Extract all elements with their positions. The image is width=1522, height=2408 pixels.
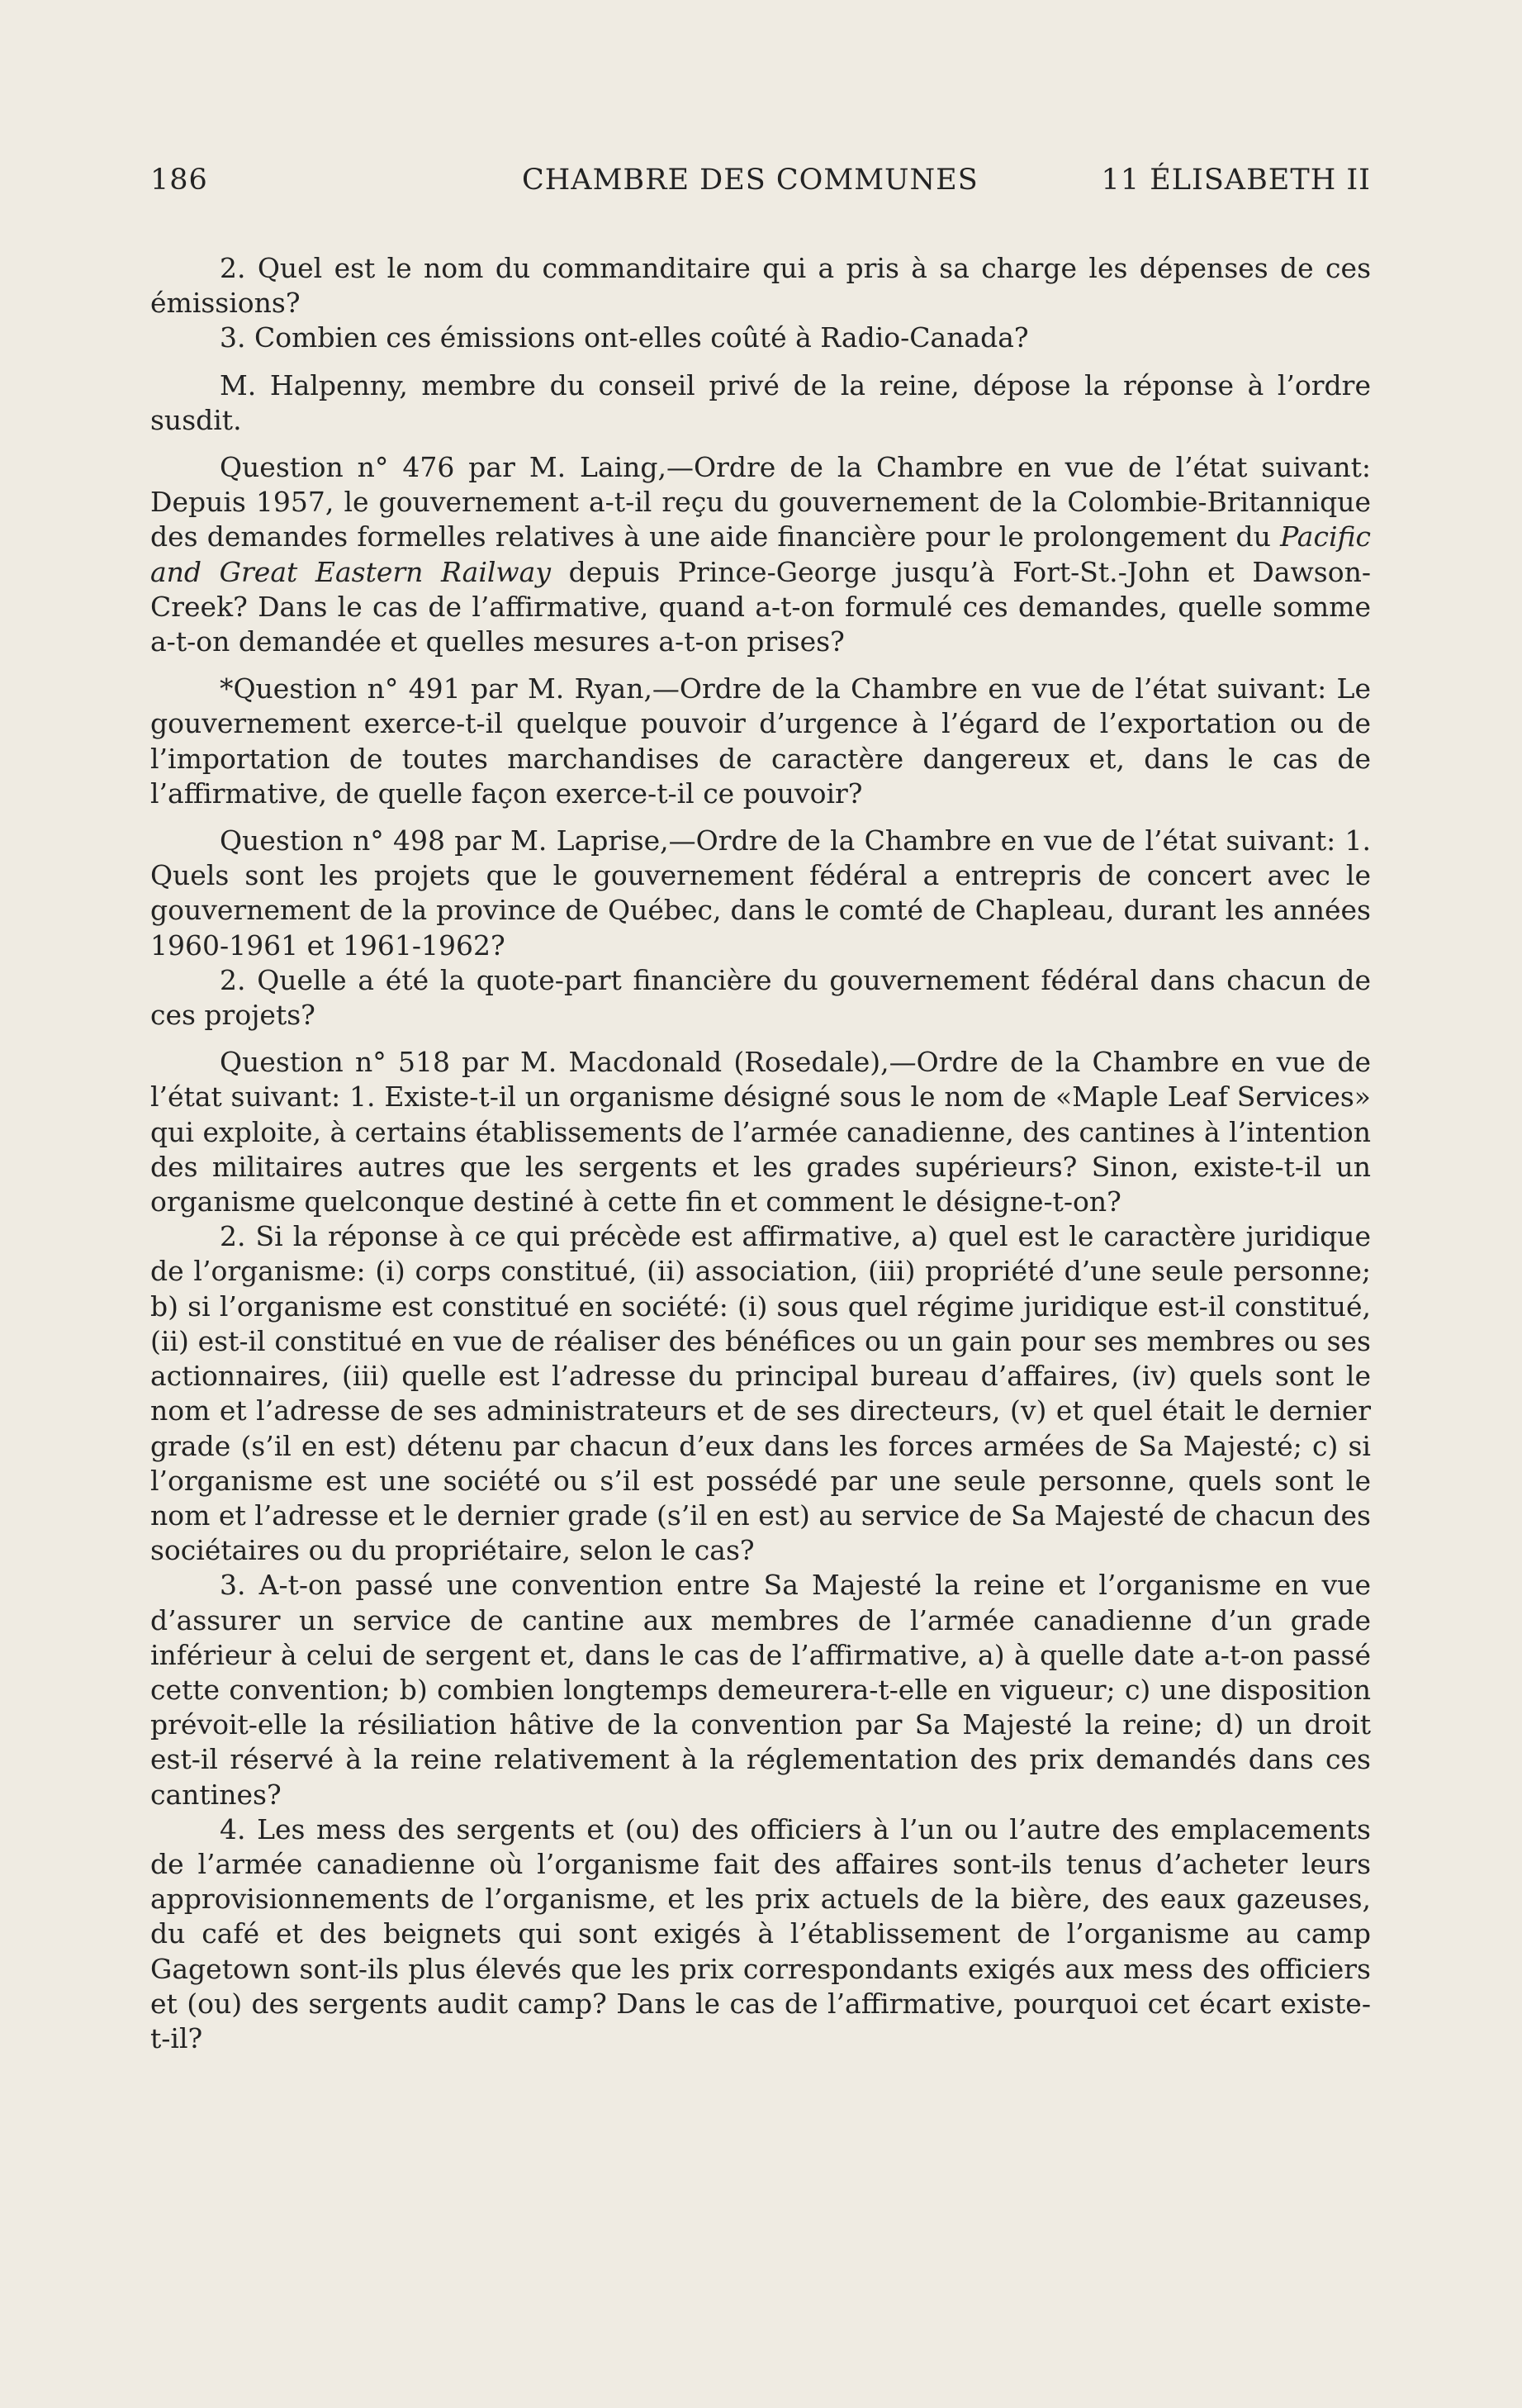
paragraph-answer-tabled: M. Halpenny, membre du conseil privé de la reine, dépose la réponse à l’ordre susdit.	[150, 368, 1371, 436]
paragraph-question-498: Question n° 498 par M. Laprise,—Ordre de la Chambre en vue de l’état suivant: 1. Quels sont les projets que le gouvernement fédéral a entrepris de concert avec le gouvernement de la province de Québec, dans le comté de Chapleau, durant les années 1960-1961 et 1961-1962?	[150, 824, 1371, 962]
paragraph-question-518: Question n° 518 par M. Macdonald (Rosedale),—Ordre de la Chambre en vue de l’état suivant: 1. Existe-t-il un organisme désigné sous le nom de «Maple Leaf Services» qui exploite, à certains établissements de l’armée canadienne, des cantines à l’intention des militaires autres que les sergents et les grades supérieurs? Sinon, existe-t-il un organisme quelconque destiné à cette fin et comment le désigne-t-on?	[150, 1046, 1371, 1218]
running-title: CHAMBRE DES COMMUNES	[522, 164, 979, 197]
paragraph-q-sponsor: 2. Quel est le nom du commanditaire qui a pris à sa charge les dépenses de ces émissions?	[150, 252, 1371, 320]
running-header	[150, 164, 1371, 210]
page-number: 186	[150, 164, 208, 197]
paragraph-question-498-part-2: 2. Quelle a été la quote-part financière du gouvernement fédéral dans chacun de ces projets?	[150, 963, 1371, 1032]
paragraph-question-491: *Question n° 491 par M. Ryan,—Ordre de la Chambre en vue de l’état suivant: Le gouvernement exerce-t-il quelque pouvoir d’urgence à l’égard de l’exportation ou de l’importation de toutes marchandises de caractère dangereux et, dans le cas de l’affirmative, de quelle façon exerce-t-il ce pouvoir?	[150, 672, 1371, 810]
regnal-year: 11 ÉLISABETH II	[1101, 164, 1371, 197]
paragraph-q-cost: 3. Combien ces émissions ont-elles coûté à Radio-Canada?	[220, 321, 1029, 354]
document-page	[150, 164, 1371, 2056]
document-body	[150, 251, 1371, 2056]
question-476-text: Question n° 476 par M. Laing,—Ordre de la Chambre en vue de l’état suivant: Depuis 1957, le gouvernement a-t-il reçu du gouvernement de la Colombie-Britannique des demandes formelles relatives à une aide financière pour le prolongement du	[150, 451, 1371, 553]
paragraph-question-518-part-4: 4. Les mess des sergents et (ou) des officiers à l’un ou l’autre des emplacements de l’armée canadienne où l’organisme fait des affaires sont-ils tenus d’acheter leurs approvisionnements de l’organisme, et les prix actuels de la bière, des eaux gazeuses, du café et des beignets qui sont exigés à l’établissement de l’organisme au camp Gagetown sont-ils plus élevés que les prix correspondants exigés aux mess des officiers et (ou) des sergents audit camp? Dans le cas de l’affirmative, pourquoi cet écart existe-t-il?	[150, 1812, 1371, 2054]
question-476-text-end: depuis Prince-George jusqu’à Fort-St.-John et Dawson-Creek? Dans le cas de l’affirmative, quand a-t-on formulé ces demandes, quelle somme a-t-on demandée et quelles mesures a-t-on prises?	[150, 555, 1371, 658]
paragraph-question-518-part-3: 3. A-t-on passé une convention entre Sa Majesté la reine et l’organisme en vue d’assurer un service de cantine aux membres de l’armée canadienne d’un grade inférieur à celui de sergent et, dans le cas de l’affirmative, a) à quelle date a-t-on passé cette convention; b) combien longtemps demeurera-t-elle en vigueur; c) une disposition prévoit-elle la résiliation hâtive de la convention par Sa Majesté la reine; d) un droit est-il réservé à la reine relativement à la réglementation des prix demandés dans ces cantines?	[150, 1569, 1371, 1811]
paragraph-question-518-part-2: 2. Si la réponse à ce qui précède est affirmative, a) quel est le caractère juridique de l’organisme: (i) corps constitué, (ii) association, (iii) propriété d’une seule personne; b) si l’organisme est constitué en société: (i) sous quel régime juridique est-il constitué, (ii) est-il constitué en vue de réaliser des bénéfices ou un gain pour ses membres ou ses actionnaires, (iii) quelle est l’adresse du principal bureau d’affaires, (iv) quels sont le nom et l’adresse de ses administrateurs et de ses directeurs, (v) et quel était le dernier grade (s’il en est) détenu par chacun d’eux dans les forces armées de Sa Majesté; c) si l’organisme est une société ou s’il est possédé par une seule personne, quels sont le nom et l’adresse et le dernier grade (s’il en est) au service de Sa Majesté de chacun des sociétaires ou du propriétaire, selon le cas?	[150, 1220, 1371, 1567]
railway-name: Pacific and Great Eastern Railway	[150, 520, 1371, 588]
paragraph-question-476	[150, 450, 1371, 659]
